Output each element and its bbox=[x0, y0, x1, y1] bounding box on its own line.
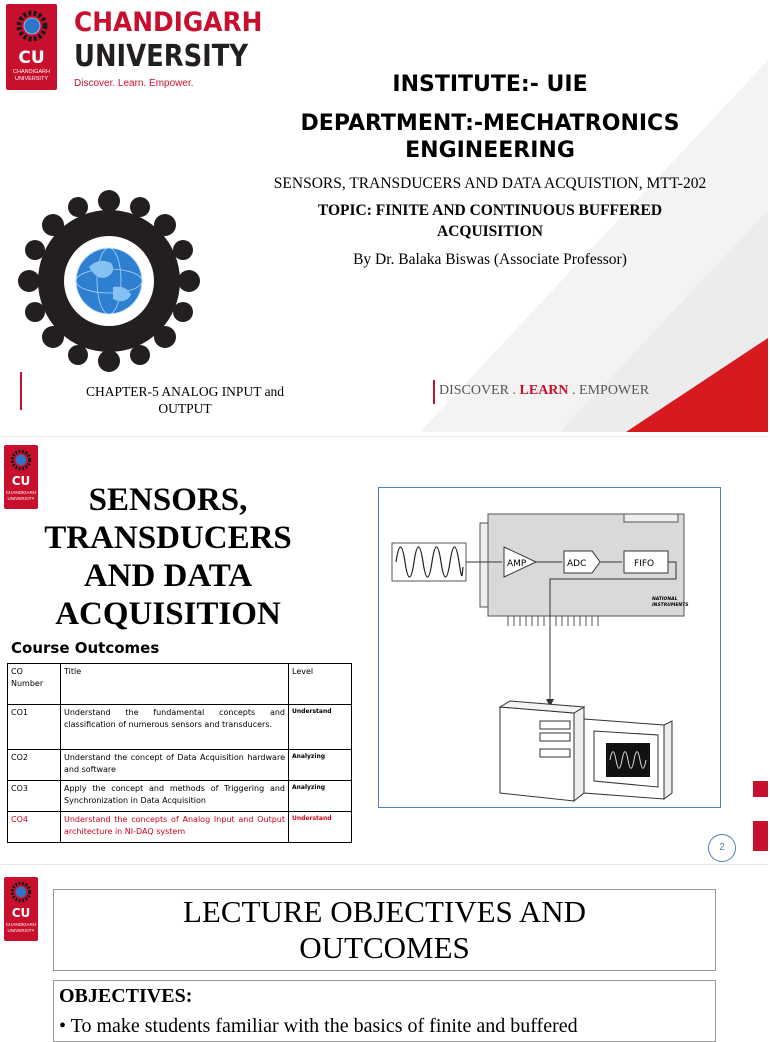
amp-label: AMP bbox=[507, 559, 527, 569]
level-cell: Understand bbox=[289, 812, 352, 843]
title-line: ACQUISITION bbox=[55, 596, 281, 632]
gear-emblem-icon bbox=[9, 448, 33, 472]
department-line1: DEPARTMENT:-MECHATRONICS bbox=[300, 111, 680, 136]
lecture-objectives-slide bbox=[0, 864, 768, 1037]
institute-title: INSTITUTE:- UIE bbox=[392, 72, 588, 97]
header-co: CO Number bbox=[8, 664, 61, 705]
level-cell: Understand bbox=[289, 705, 352, 750]
level-cell: Analyzing bbox=[289, 750, 352, 781]
logo-cu-text: CU bbox=[11, 474, 31, 488]
page-number-badge bbox=[708, 834, 736, 862]
logo-name-line2: UNIVERSITY bbox=[74, 39, 249, 74]
objectives-box bbox=[53, 980, 716, 1042]
chapter-line1: CHAPTER-5 ANALOG INPUT and bbox=[85, 384, 285, 399]
table-row bbox=[8, 781, 352, 812]
brand-line2: INSTRUMENTS bbox=[652, 603, 689, 608]
cu-logo bbox=[6, 4, 57, 90]
title-cell: Understand the concept of Data Acquisition hardware and software bbox=[61, 750, 289, 781]
table-row bbox=[8, 705, 352, 750]
gear-emblem-icon bbox=[9, 880, 33, 904]
logo-name-line1: CHANDIGARH bbox=[74, 7, 263, 38]
header-title: Title bbox=[61, 664, 289, 705]
edge-logo-white bbox=[753, 797, 768, 821]
slide-title bbox=[8, 481, 328, 633]
co-cell: CO4 bbox=[8, 812, 61, 843]
objective-item bbox=[59, 1015, 709, 1038]
adc-label: ADC bbox=[567, 559, 587, 569]
logo-tagline: Discover. Learn. Empower. bbox=[74, 78, 194, 89]
author-line: By Dr. Balaka Biswas (Associate Professor) bbox=[353, 251, 627, 268]
footer-motto bbox=[439, 383, 649, 399]
title-line1: LECTURE OBJECTIVES AND bbox=[183, 894, 586, 929]
chapter-line2: OUTPUT bbox=[158, 401, 212, 416]
title-cell: Understand the concepts of Analog Input and Output architecture in NI-DAQ system bbox=[61, 812, 289, 843]
motto-learn: LEARN bbox=[519, 383, 569, 398]
department-line2: ENGINEERING bbox=[405, 138, 575, 163]
title-slide bbox=[0, 0, 768, 432]
co-cell: CO1 bbox=[8, 705, 61, 750]
topic-line1: TOPIC: FINITE AND CONTINUOUS BUFFERED bbox=[317, 202, 663, 219]
title-line: AND DATA bbox=[83, 558, 253, 594]
title-cell: Understand the fundamental concepts and classification of numerous sensors and transducers. bbox=[61, 705, 289, 750]
logo-line1: CHANDIGARH bbox=[5, 490, 37, 495]
gear-emblem-icon bbox=[14, 8, 50, 44]
level-cell: Analyzing bbox=[289, 781, 352, 812]
cu-logo-small bbox=[4, 877, 38, 941]
table-header-row bbox=[8, 664, 352, 705]
logo-cu-text: CU bbox=[18, 48, 45, 68]
course-outcomes-heading: Course Outcomes bbox=[11, 639, 160, 657]
bullet-icon: • bbox=[59, 1015, 71, 1037]
title-box bbox=[53, 889, 716, 971]
page-number: 2 bbox=[719, 842, 725, 853]
logo-university-line2: UNIVERSITY bbox=[14, 76, 48, 82]
course-outcomes-slide bbox=[0, 436, 768, 857]
gear-globe-icon bbox=[6, 198, 212, 364]
logo-university-line1: CHANDIGARH bbox=[13, 69, 50, 75]
motto-empower: . EMPOWER bbox=[568, 383, 650, 398]
co-cell: CO3 bbox=[8, 781, 61, 812]
brand-line1: NATIONAL bbox=[652, 597, 678, 602]
course-outcomes-table bbox=[7, 663, 352, 843]
logo-line2: UNIVERSITY bbox=[7, 496, 35, 501]
title-line2: OUTCOMES bbox=[299, 930, 470, 965]
objectives-heading: OBJECTIVES: bbox=[59, 985, 193, 1007]
objective-text: To make students familiar with the basics of finite and buffered bbox=[70, 1015, 578, 1037]
motto-discover: DISCOVER . bbox=[439, 383, 520, 398]
logo-cu-text: CU bbox=[11, 906, 31, 920]
logo-line2: UNIVERSITY bbox=[7, 928, 35, 933]
course-name: SENSORS, TRANSDUCERS AND DATA ACQUISTION, MTT-202 bbox=[273, 175, 707, 192]
topic-line2: ACQUISITION bbox=[437, 223, 543, 240]
table-row bbox=[8, 750, 352, 781]
title-line: SENSORS, bbox=[88, 482, 248, 518]
co-cell: CO2 bbox=[8, 750, 61, 781]
title-cell: Apply the concept and methods of Triggering and Synchronization in Data Acquisition bbox=[61, 781, 289, 812]
title-line: TRANSDUCERS bbox=[44, 520, 292, 556]
fifo-label: FIFO bbox=[634, 559, 655, 569]
table-row bbox=[8, 812, 352, 843]
daq-diagram bbox=[378, 487, 722, 809]
logo-line1: CHANDIGARH bbox=[5, 922, 37, 927]
header-level: Level bbox=[289, 664, 352, 705]
